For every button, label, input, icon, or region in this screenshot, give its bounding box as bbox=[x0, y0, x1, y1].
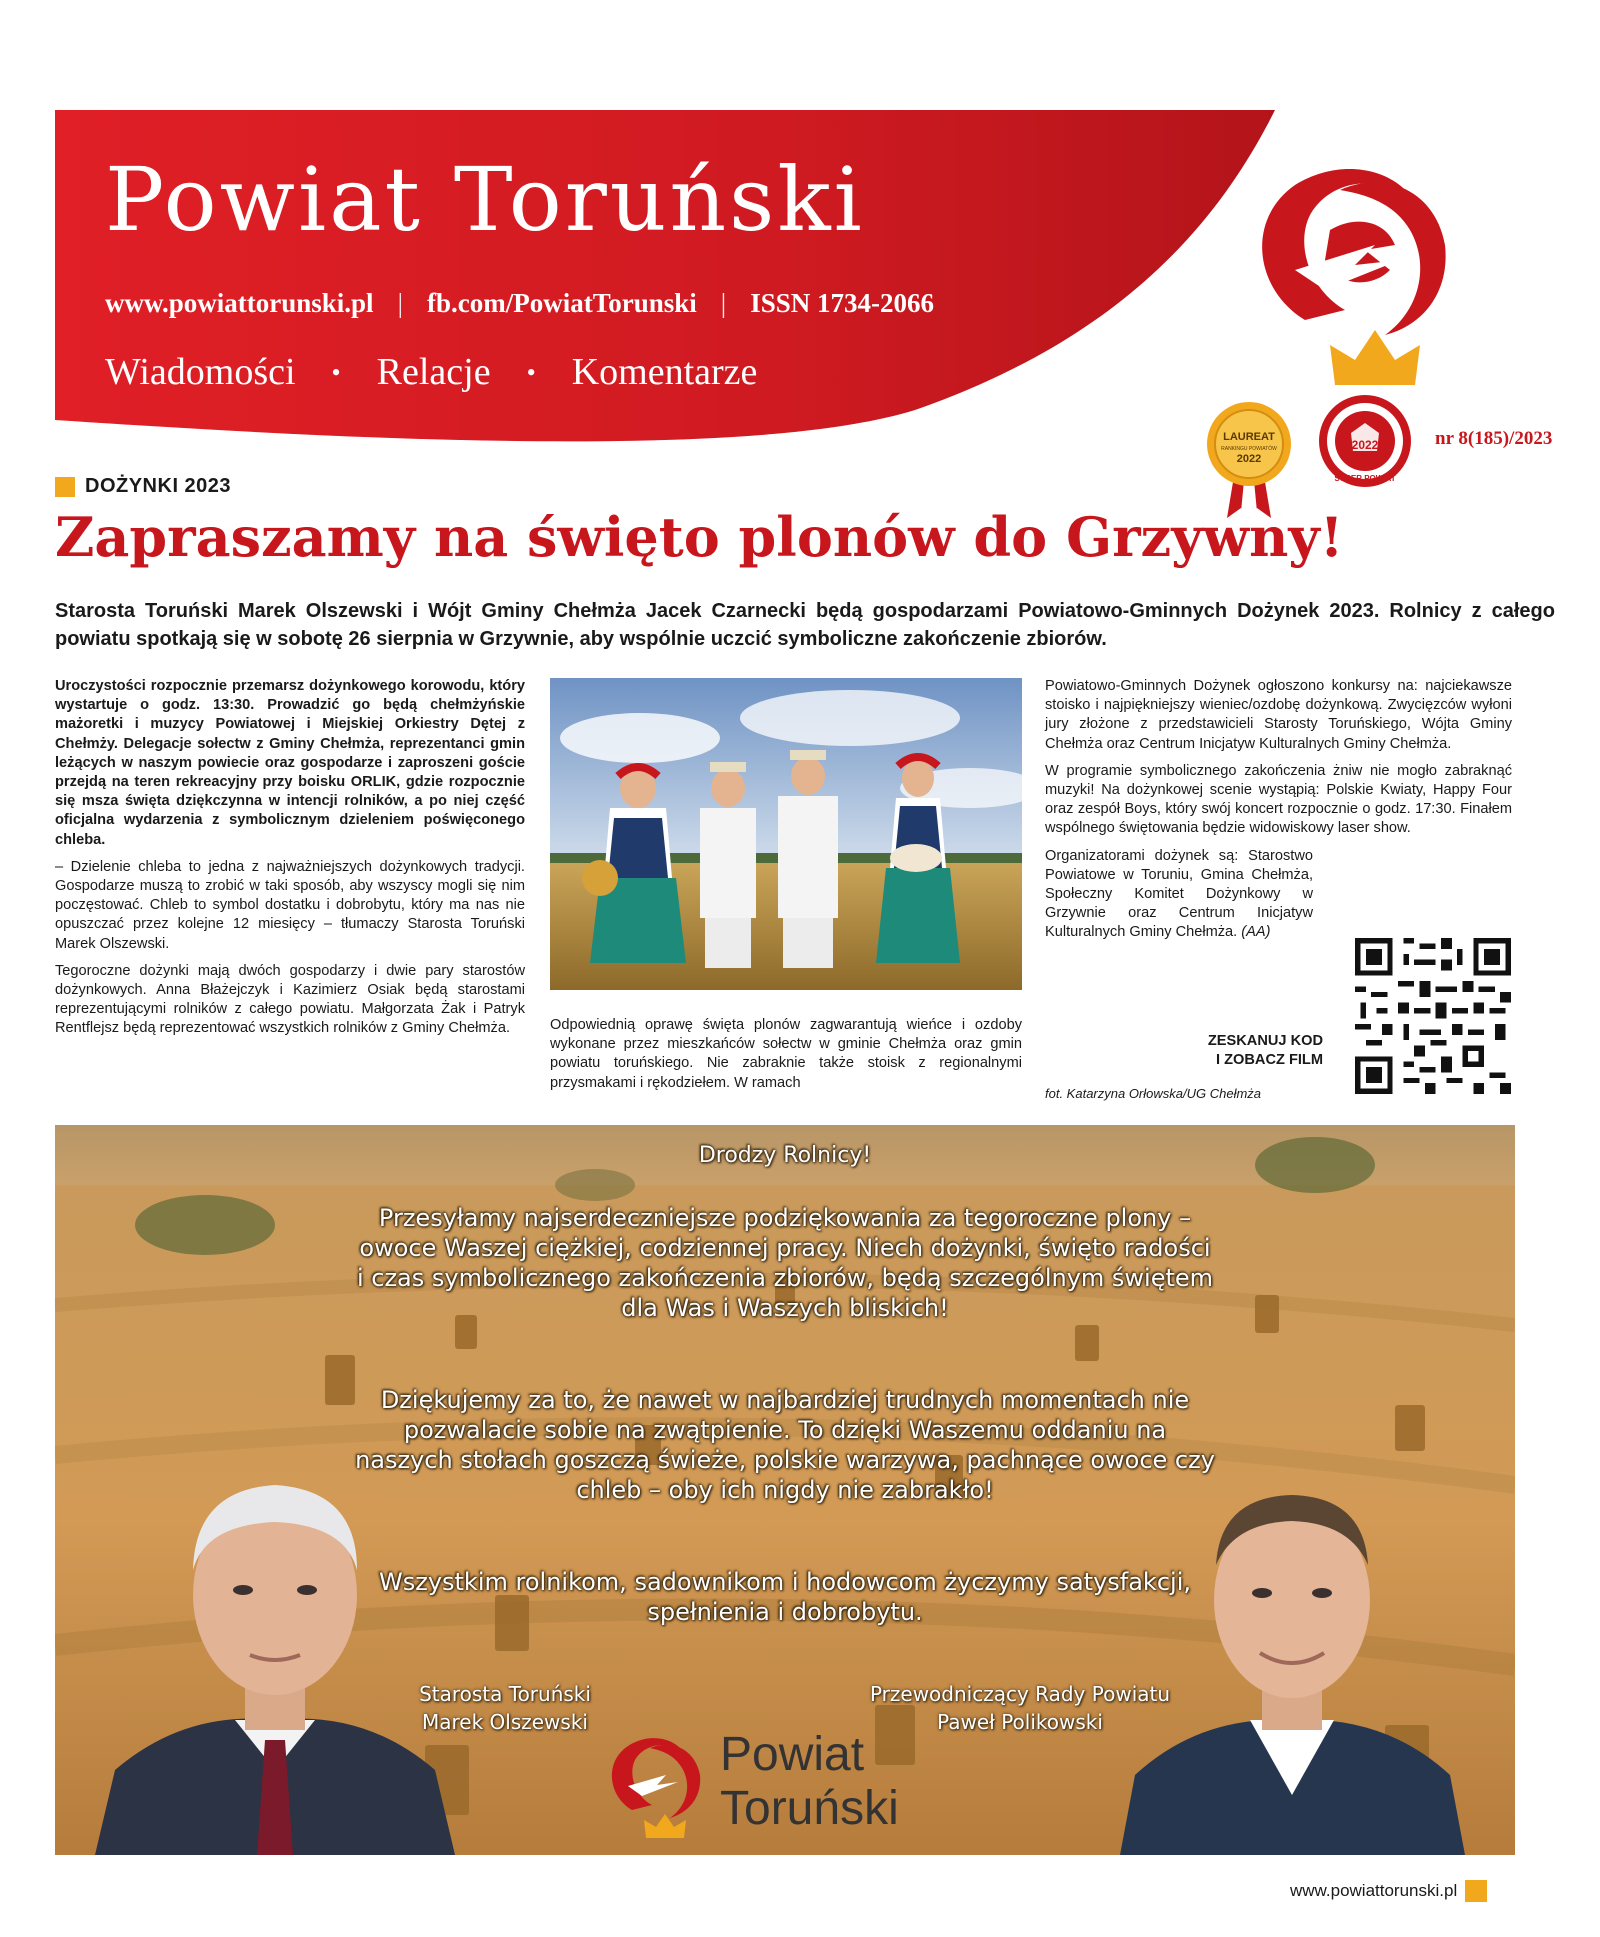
greeting-text: Dziękujemy za to, że nawet w najbardziej trudnych momentach nie pozwalacie sobie na zwątpienie. To dzięki Waszemu oddaniu na naszych stołach goszczą świeże, polskie warzywa, pachnące owoce czy chleb – oby ich nigdy nie zabrakło! bbox=[355, 1386, 1215, 1504]
masthead-links bbox=[105, 288, 934, 319]
section-separator: • bbox=[526, 358, 536, 387]
logo-text-torunski: Toruński bbox=[720, 1782, 899, 1835]
greeting-paragraph-1 bbox=[355, 1203, 1215, 1323]
article-column-2 bbox=[550, 1016, 1022, 1101]
organizers-signature: (AA) bbox=[1241, 924, 1271, 941]
article-paragraph: W programie symbolicznego zakończenia żniw nie mogło zabraknąć muzyki! Na dożynkowej scenie wystąpią: Polskie Kwiaty, Happy Four oraz zespół Boys, który swój koncert rozpocznie o godz. 17:30. Finałem wspólnego świętowania będzie widowiskowy laser show. bbox=[1045, 762, 1512, 837]
issn-number: ISSN 1734-2066 bbox=[750, 288, 934, 318]
footer-marker-icon bbox=[1465, 1880, 1487, 1902]
masthead-sections bbox=[105, 350, 757, 396]
category-marker-icon bbox=[55, 477, 75, 497]
link-separator: | bbox=[397, 288, 403, 318]
masthead-title: Powiat Toruński bbox=[105, 148, 865, 251]
category-label: DOŻYNKI 2023 bbox=[85, 475, 232, 497]
greeting-paragraph-3 bbox=[355, 1567, 1215, 1627]
signature-name: Paweł Polikowski bbox=[937, 1710, 1103, 1734]
portrait-przewodniczacy bbox=[1120, 1415, 1465, 1855]
section-relacje: Relacje bbox=[376, 351, 491, 393]
organizers-text: Organizatorami dożynek są: Starostwo Powiatowe w Toruniu, Gmina Chełmża, Społeczny Komitet Dożynkowy w Grzywnie oraz Centrum Inicjatyw Kulturalnych Gminy Chełmża. bbox=[1045, 847, 1313, 941]
link-separator: | bbox=[720, 288, 727, 318]
powiat-eagle-logo-icon bbox=[1235, 150, 1465, 390]
qr-code-icon[interactable] bbox=[1355, 938, 1511, 1094]
signature-role: Starosta Toruński bbox=[419, 1682, 591, 1706]
section-komentarze: Komentarze bbox=[571, 351, 758, 393]
powiat-eagle-logo-icon bbox=[600, 1730, 710, 1840]
signature-name: Marek Olszewski bbox=[422, 1710, 588, 1734]
masthead bbox=[55, 110, 1555, 483]
greeting-text: Wszystkim rolnikom, sadownikom i hodowcom życzymy satysfakcji, spełnienia i dobrobytu. bbox=[378, 1568, 1191, 1626]
scan-instruction bbox=[1045, 1032, 1323, 1070]
harvest-field-photo bbox=[550, 678, 1022, 990]
portrait-starosta bbox=[95, 1410, 455, 1855]
article-paragraph: Odpowiednią oprawę święta plonów zagwarantują wieńce i ozdoby wykonane przez mieszkańców sołectw w gminie Chełmża oraz gmin powiatu toruńskiego. Nie zabraknie także stoisk z regionalnymi przysmakami i rękodziełem. W ramach bbox=[550, 1017, 1022, 1091]
logo-text-powiat: Powiat bbox=[720, 1728, 865, 1781]
footer-website-link[interactable]: www.powiattorunski.pl bbox=[1290, 1881, 1458, 1900]
greeting-paragraph-2 bbox=[355, 1385, 1215, 1505]
article-paragraph: Tegoroczne dożynki mają dwóch gospodarzy i dwie pary starostów dożynkowych. Anna Błażejczyk i Kazimierz Osiak będą starostami reprezentującymi rolników z całego powiatu. Małgorzata Żak i Patryk Rentflejsz będą reprezentować wszystkich rolników z Gminy Chełmża. bbox=[55, 962, 525, 1037]
scan-line-1: ZESKANUJ KOD bbox=[1207, 1033, 1323, 1049]
section-separator: • bbox=[331, 358, 341, 387]
laureat-badge-icon bbox=[1205, 400, 1293, 520]
article-column-1 bbox=[55, 677, 525, 1047]
badge-laureat-text: LAUREAT bbox=[1223, 431, 1275, 443]
article-paragraph: Powiatowo-Gminnych Dożynek ogłoszono konkursy na: najciekawsze stoisko i najpiękniejszy wieniec/ozdobę dożynkową. Zwycięzców wyłoni jury złożone z przedstawicieli Starosty Toruńskiego, Wójta Gminy Chełmża oraz Centrum Inicjatyw Kulturalnych Gminy Chełmża. bbox=[1045, 678, 1512, 752]
super-powiat-badge-icon bbox=[1317, 393, 1413, 489]
badge-laureat-subtext: RANKINGU POWIATÓW bbox=[1221, 446, 1277, 452]
website-link[interactable]: www.powiattorunski.pl bbox=[105, 288, 374, 318]
photo-credit: fot. Katarzyna Orłowska/UG Chełmża bbox=[1045, 1086, 1262, 1101]
section-wiadomosci: Wiadomości bbox=[105, 351, 296, 393]
greeting-text: Przesyłamy najserdeczniejsze podziękowania za tegoroczne plony – owoce Waszej ciężkiej, codziennej pracy. Niech dożynki, święto radości i czas symbolicznego zakończenia zbiorów, będą szczególnym świętem dla Was i Waszych bliskich! bbox=[356, 1204, 1214, 1322]
organizers-paragraph bbox=[1045, 847, 1313, 943]
article-headline: Zapraszamy na święto plonów do Grzywny! bbox=[55, 505, 1344, 569]
badge-super-text: SUPER POWIAT bbox=[1334, 474, 1396, 483]
banner-logo bbox=[600, 1725, 990, 1845]
badge-laureat-year: 2022 bbox=[1236, 453, 1262, 465]
signature-role: Przewodniczący Rady Powiatu bbox=[869, 1682, 1171, 1706]
article-column-3 bbox=[1045, 677, 1512, 951]
issue-number: nr 8(185)/2023 bbox=[1435, 428, 1553, 449]
page-footer bbox=[1290, 1880, 1487, 1902]
article-category bbox=[55, 475, 231, 498]
article-lead: Starosta Toruński Marek Olszewski i Wójt Gminy Chełmża Jacek Czarnecki będą gospodarzami Powiatowo-Gminnych Dożynek 2023. Rolnicy z całego powiatu spotkają się w sobotę 26 sierpnia w Grzywnie, aby wspólnie uczcić symboliczne zakończenie zbiorów. bbox=[55, 600, 1555, 650]
greeting-heading: Drodzy Rolnicy! bbox=[698, 1143, 872, 1168]
greeting-banner bbox=[55, 1125, 1515, 1855]
article-paragraph: – Dzielenie chleba to jedna z najważniejszych dożynkowych tradycji. Gospodarze muszą to zrobić w taki sposób, aby wszyscy mogli się nim poczęstować. Chleb to symbol dostatku i dobrobytu, który ma nas nie opuszczać przez kolejne 12 miesięcy – tłumaczy Starosta Toruński Marek Olszewski. bbox=[55, 858, 525, 952]
facebook-link[interactable]: fb.com/PowiatTorunski bbox=[426, 288, 697, 318]
article-paragraph: Uroczystości rozpocznie przemarsz dożynkowego korowodu, który wystartuje o godz. 13:30. Prowadzić go będą chełmżyńskie mażoretki i muzycy Powiatowej i Miejskiej Orkiestry Dętej z Chełmży. Delegacje sołectw z Gminy Chełmża, reprezentanci gmin leżących w naszym powiecie oraz gospodarze i zaproszeni goście przejdą na teren rekreacyjny przy boisku ORLIK, gdzie rozpocznie się msza święta dziękczynna w intencji rolników, a po niej część oficjalna wydarzenia z symbolicznym dzieleniem poświęconego chleba. bbox=[55, 678, 525, 848]
scan-line-2: I ZOBACZ FILM bbox=[1215, 1052, 1323, 1068]
badge-super-year: 2022 bbox=[1351, 438, 1379, 452]
